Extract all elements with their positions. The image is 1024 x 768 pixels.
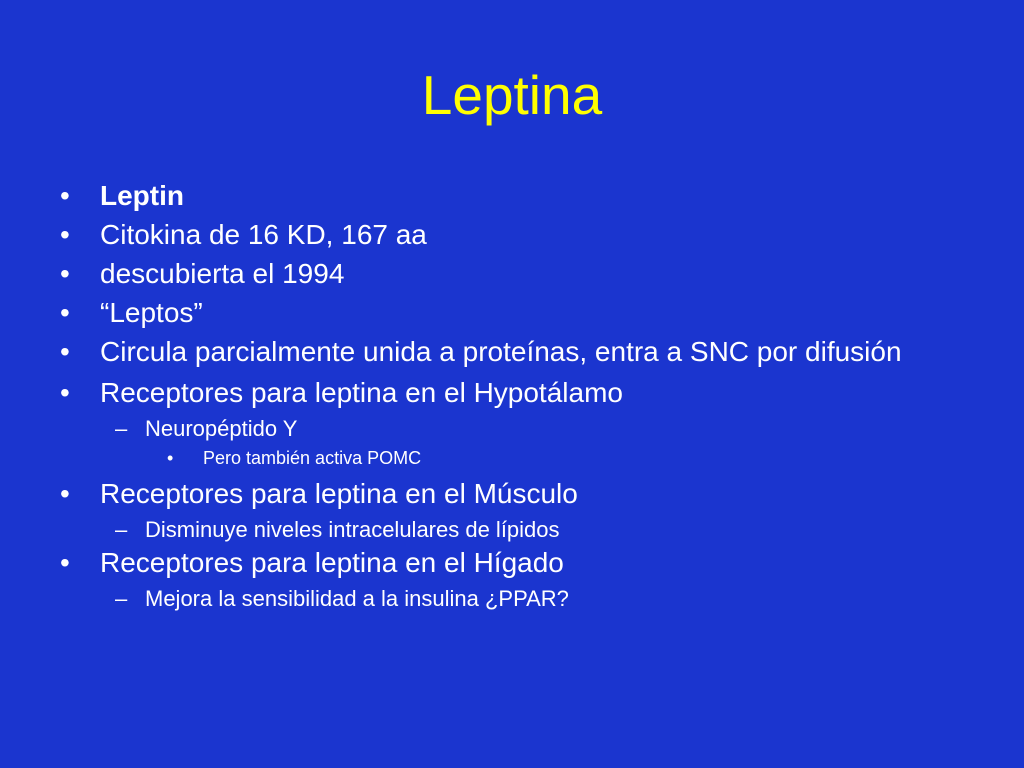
dash-marker: –: [115, 517, 128, 542]
bullet-marker: •: [167, 448, 174, 468]
subbullet-text: Disminuye niveles intracelulares de lípidos: [145, 517, 560, 542]
bullet-text: Receptores para leptina en el Hypotálamo: [100, 377, 623, 408]
subbullet-item-lipidos: [57, 517, 977, 543]
bullet-marker: •: [60, 336, 70, 367]
subsubbullet-item-pomc: [57, 447, 977, 469]
bullet-item-hypotalamo: [57, 378, 977, 408]
subbullet-item-insulina: [57, 586, 977, 612]
bullet-list: [57, 181, 977, 617]
bullet-item-descubierta: [57, 259, 977, 289]
bullet-marker: •: [60, 547, 70, 578]
bullet-text: Citokina de 16 KD, 167 aa: [100, 219, 427, 250]
bullet-text: Receptores para leptina en el Hígado: [100, 547, 564, 578]
bullet-text: “Leptos”: [100, 297, 203, 328]
subbullet-item-neuropeptido: [57, 416, 977, 442]
bullet-item-higado: [57, 548, 977, 578]
bullet-marker: •: [60, 297, 70, 328]
bullet-marker: •: [60, 258, 70, 289]
bullet-text: Receptores para leptina en el Músculo: [100, 478, 578, 509]
slide-title: Leptina: [421, 64, 603, 126]
bullet-text: Circula parcialmente unida a proteínas, entra a SNC por difusión: [100, 336, 902, 367]
dash-marker: –: [115, 586, 128, 611]
bullet-marker: •: [60, 478, 70, 509]
subsubbullet-text: Pero también activa POMC: [203, 448, 422, 468]
bullet-marker: •: [60, 219, 70, 250]
bullet-item-leptos: [57, 298, 977, 328]
subbullet-text: Mejora la sensibilidad a la insulina ¿PPAR?: [145, 586, 569, 611]
bullet-marker: •: [60, 180, 70, 211]
dash-marker: –: [115, 416, 128, 441]
bullet-item-circula: [57, 337, 960, 367]
bullet-item-citokina: [57, 220, 977, 250]
bullet-text: descubierta el 1994: [100, 258, 345, 289]
bullet-marker: •: [60, 377, 70, 408]
bullet-text: Leptin: [100, 180, 184, 211]
bullet-item-musculo: [57, 479, 977, 509]
bullet-item-leptin: [57, 181, 977, 211]
subbullet-text: Neuropéptido Y: [145, 416, 298, 441]
